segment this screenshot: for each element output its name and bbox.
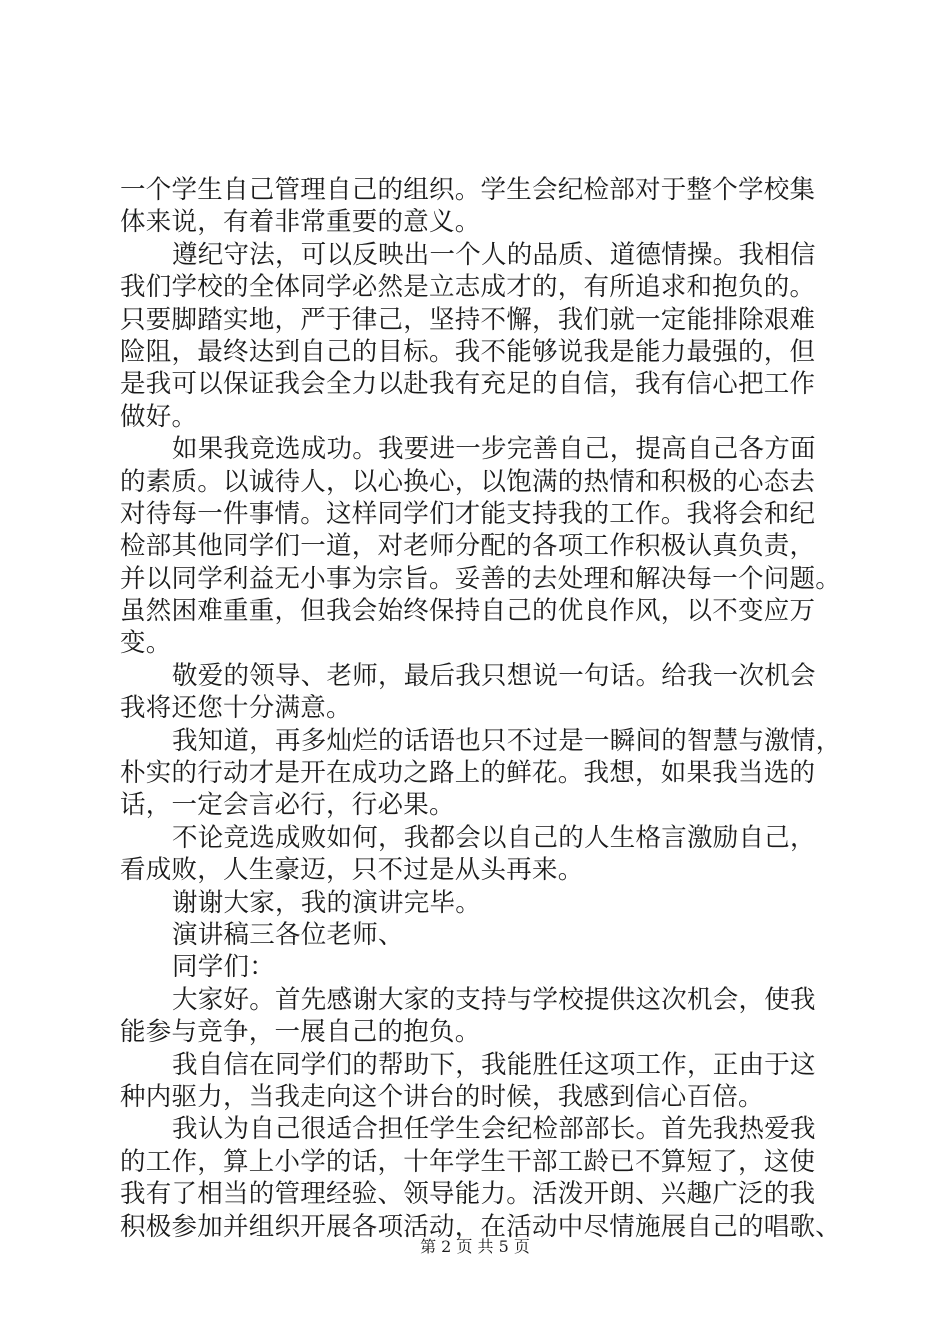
- text-line: 我自信在同学们的帮助下，我能胜任这项工作，正由于这: [172, 1049, 816, 1080]
- text-line: 同学们：: [172, 952, 276, 983]
- text-line: 如果我竞选成功。我要进一步完善自己，提高自己各方面: [172, 434, 816, 465]
- text-line: 并以同学利益无小事为宗旨。妥善的去处理和解决每一个问题。: [120, 563, 842, 594]
- text-line: 敬爱的领导、老师，最后我只想说一句话。给我一次机会: [172, 660, 816, 691]
- text-line: 做好。: [120, 401, 198, 432]
- page-footer: 第 2 页 共 5 页: [420, 1237, 530, 1256]
- text-line: 能参与竞争，一展自己的抱负。: [120, 1017, 481, 1048]
- text-line: 的素质。以诚待人，以心换心，以饱满的热情和积极的心态去: [120, 466, 816, 497]
- text-line: 我们学校的全体同学必然是立志成才的，有所追求和抱负的。: [120, 272, 816, 303]
- text-line: 体来说，有着非常重要的意义。: [120, 207, 481, 238]
- text-line: 朴实的行动才是开在成功之路上的鲜花。我想，如果我当选的: [120, 758, 816, 789]
- text-line: 我知道，再多灿烂的话语也只不过是一瞬间的智慧与激情，: [172, 725, 842, 756]
- text-line: 我有了相当的管理经验、领导能力。活泼开朗、兴趣广泛的我: [120, 1179, 816, 1210]
- text-line: 演讲稿三各位老师、: [172, 919, 404, 950]
- text-line: 谢谢大家，我的演讲完毕。: [172, 887, 482, 918]
- text-line: 不论竞选成败如何，我都会以自己的人生格言激励自己，: [172, 822, 816, 853]
- text-line: 只要脚踏实地，严于律己，坚持不懈，我们就一定能排除艰难: [120, 304, 816, 335]
- text-line: 对待每一件事情。这样同学们才能支持我的工作。我将会和纪: [120, 498, 816, 529]
- text-line: 遵纪守法，可以反映出一个人的品质、道德情操。我相信: [172, 239, 816, 270]
- text-line: 话，一定会言必行，行必果。: [120, 790, 455, 821]
- text-line: 我将还您十分满意。: [120, 693, 352, 724]
- text-line: 大家好。首先感谢大家的支持与学校提供这次机会，使我: [172, 984, 816, 1015]
- text-line: 变。: [120, 628, 172, 659]
- text-line: 我认为自己很适合担任学生会纪检部部长。首先我热爱我: [172, 1114, 816, 1145]
- text-line: 检部其他同学们一道，对老师分配的各项工作积极认真负责，: [120, 531, 816, 562]
- text-line: 是我可以保证我会全力以赴我有充足的自信，我有信心把工作: [120, 369, 816, 400]
- text-line: 的工作，算上小学的话，十年学生干部工龄已不算短了，这使: [120, 1146, 816, 1177]
- text-line: 种内驱力，当我走向这个讲台的时候，我感到信心百倍。: [120, 1081, 764, 1112]
- text-line: 虽然困难重重，但我会始终保持自己的优良作风，以不变应万: [120, 596, 816, 627]
- document-body: [120, 174, 860, 1243]
- text-line: 看成败，人生豪迈，只不过是从头再来。: [120, 855, 584, 886]
- text-line: 积极参加并组织开展各项活动，在活动中尽情施展自己的唱歌、: [120, 1211, 842, 1242]
- text-line: 一个学生自己管理自己的组织。学生会纪检部对于整个学校集: [120, 175, 816, 205]
- text-line: 险阻，最终达到自己的目标。我不能够说我是能力最强的，但: [120, 336, 816, 367]
